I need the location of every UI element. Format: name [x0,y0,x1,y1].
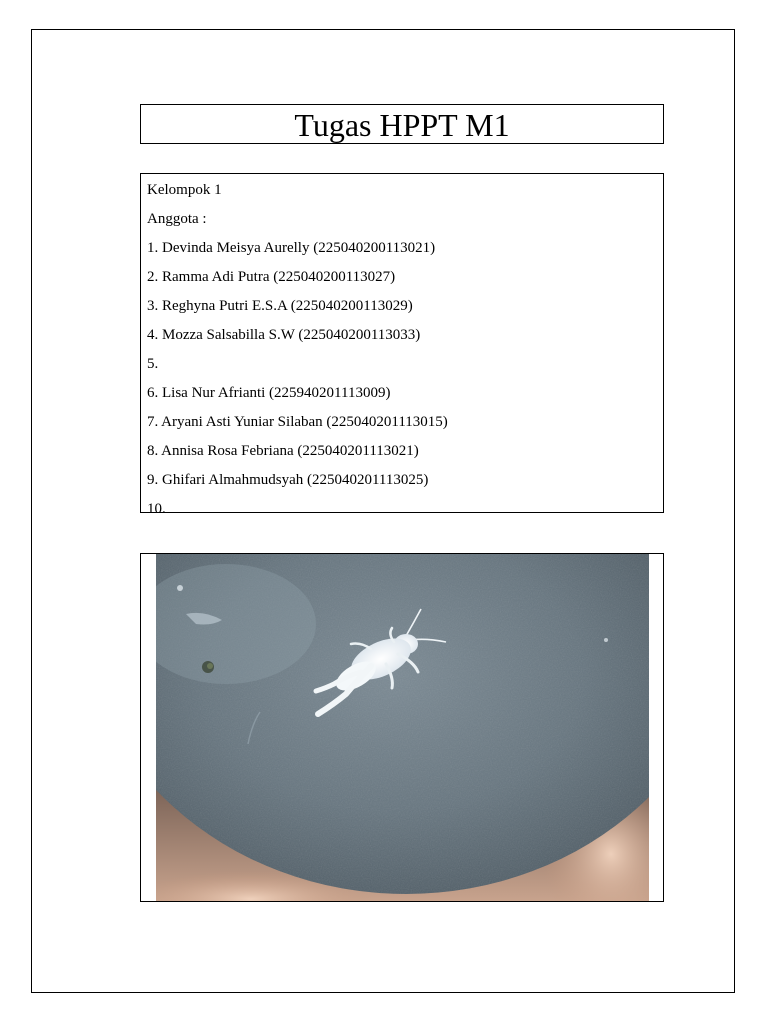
document-title: Tugas HPPT M1 [294,106,510,143]
photo-box [140,553,664,902]
member-item: 7. Aryani Asti Yuniar Silaban (225040201113015) [147,414,448,430]
member-item: 5. [147,356,159,372]
member-item: 3. Reghyna Putri E.S.A (225040200113029) [147,298,413,314]
member-item: 9. Ghifari Almahmudsyah (225040201113025) [147,472,429,488]
member-item: 4. Mozza Salsabilla S.W (225040200113033) [147,327,421,343]
title-box [140,104,664,144]
member-item: 6. Lisa Nur Afrianti (225940201113009) [147,385,391,401]
member-item: 2. Ramma Adi Putra (225040200113027) [147,269,396,285]
member-item: 1. Devinda Meisya Aurelly (225040200113021) [147,240,436,256]
member-item: 10. [147,501,166,517]
members-box [140,173,664,517]
microscope-photo [156,554,649,902]
member-item: 8. Annisa Rosa Febriana (225040201113021) [147,443,419,459]
group-label: Kelompok 1 [147,182,222,198]
members-heading: Anggota : [147,211,207,227]
